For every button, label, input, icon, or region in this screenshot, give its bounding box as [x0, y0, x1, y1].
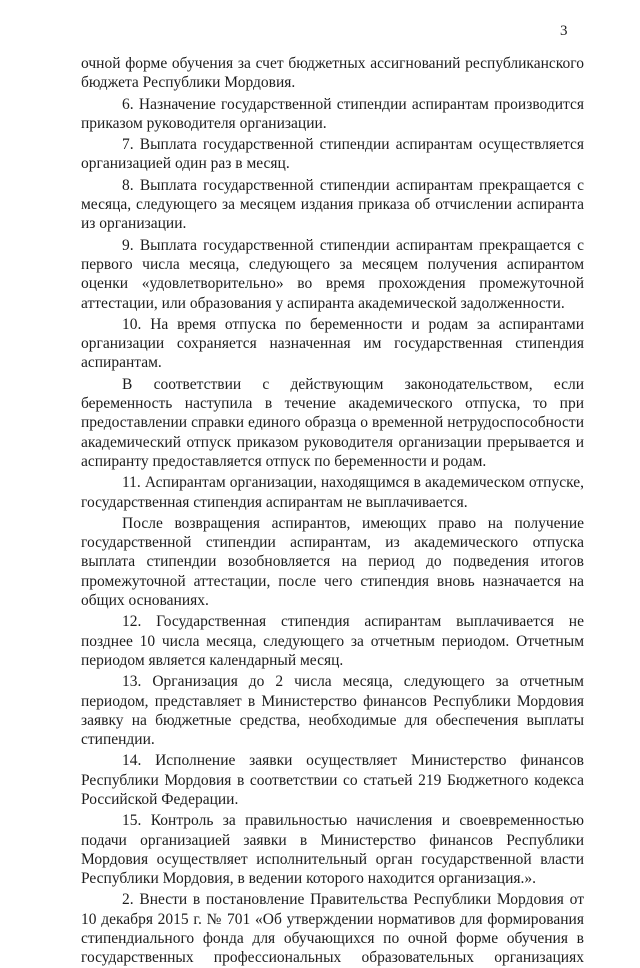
- paragraph-item-14: 14. Исполнение заявки осуществляет Министерство финансов Республики Мордовия в соответствии со статьей 219 Бюджетного кодекса Российской Федерации.: [81, 752, 584, 808]
- paragraph-item-10-note: В соответствии с действующим законодательством, если беременность наступила в течение академического отпуска, то при предоставлении справки единого образца о временной нетрудоспособности академический отпуск приказом руководителя организации прерывается и аспиранту предоставляется отпуск по беременности и родам.: [81, 375, 584, 470]
- paragraph-item-6: 6. Назначение государственной стипендии аспирантам производится приказом руководителя организации.: [81, 95, 584, 132]
- paragraph-item-15: 15. Контроль за правильностью начисления и своевременностью подачи организацией заявки в Министерство финансов Республики Мордовия осуществляет исполнительный орган государственной власти Республики Мордовия, в ведении которого находится организация.».: [81, 812, 584, 888]
- paragraph-item-11: 11. Аспирантам организации, находящимся в академическом отпуске, государственная стипендия аспирантам не выплачивается.: [81, 474, 584, 511]
- paragraph-continuation: очной форме обучения за счет бюджетных ассигнований республиканского бюджета Республики Мордовия.: [81, 55, 584, 92]
- paragraph-item-8: 8. Выплата государственной стипендии аспирантам прекращается с месяца, следующего за месяцем издания приказа об отчислении аспиранта из организации.: [81, 176, 584, 233]
- paragraph-item-13: 13. Организация до 2 числа месяца, следующего за отчетным периодом, представляет в Министерство финансов Республики Мордовия заявку на бюджетные средства, необходимые для обеспечения выплаты стипендии.: [81, 673, 584, 749]
- paragraph-item-10: 10. На время отпуска по беременности и родам за аспирантами организации сохраняется назначенная им государственная стипендия аспирантам.: [81, 315, 584, 372]
- paragraph-section-2: 2. Внести в постановление Правительства Республики Мордовия от 10 декабря 2015 г. № 701 «Об утверждении нормативов для формирования стипендиального фонда для обучающихся по очной форме обучения в государственных профессиональных образовательных организациях: [81, 891, 584, 967]
- page-number: 3: [560, 23, 568, 39]
- paragraph-item-7: 7. Выплата государственной стипендии аспирантам осуществляется организацией один раз в месяц.: [81, 136, 584, 173]
- paragraph-item-11-note: После возвращения аспирантов, имеющих право на получение государственной стипендии аспирантам, из академического отпуска выплата стипендии возобновляется на период до подведения итогов промежуточной аттестации, после чего стипендия вновь назначается на общих основаниях.: [81, 514, 584, 610]
- paragraph-item-9: 9. Выплата государственной стипендии аспирантам прекращается с первого числа месяца, следующего за месяцем получения аспирантом оценки «удовлетворительно» во время прохождения промежуточной аттестации, или образования у аспиранта академической задолженности.: [81, 236, 584, 312]
- document-body: [81, 54, 584, 968]
- paragraph-item-12: 12. Государственная стипендия аспирантам выплачивается не позднее 10 числа месяца, следующего за отчетным периодом. Отчетным периодом является календарный месяц.: [81, 613, 584, 669]
